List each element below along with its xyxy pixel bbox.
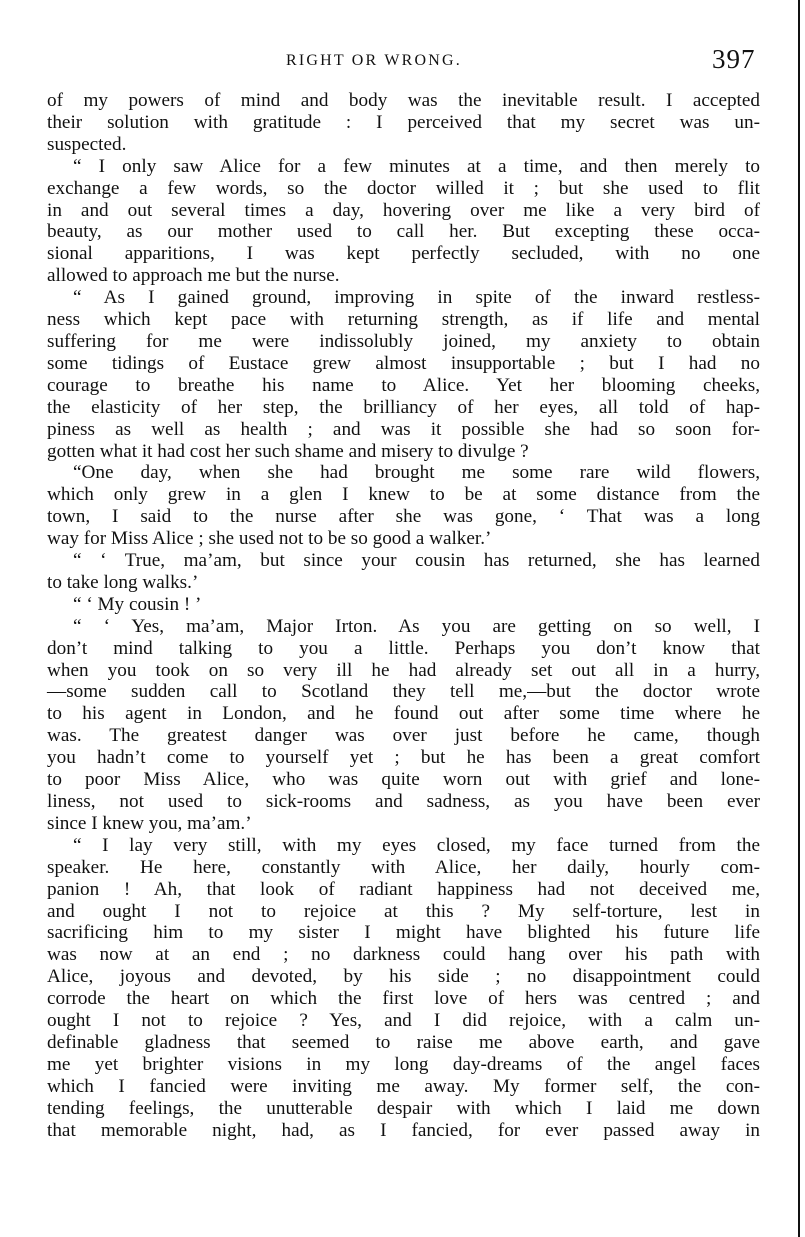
text-line: when you took on so very ill he had already set out all in a hurry, bbox=[47, 659, 760, 681]
text-line: ness which kept pace with returning strength, as if life and mental bbox=[47, 309, 760, 331]
text-line: way for Miss Alice ; she used not to be so good a walker.’ bbox=[47, 528, 492, 550]
text-line: ought I not to rejoice ? Yes, and I did rejoice, with a calm un- bbox=[47, 1010, 760, 1032]
text-line: you hadn’t come to yourself yet ; but he has been a great comfort bbox=[47, 747, 760, 769]
text-line: was. The greatest danger was over just before he came, though bbox=[47, 725, 760, 747]
text-line: of my powers of mind and body was the inevitable result. I accepted bbox=[47, 90, 760, 111]
text-line: sacrificing him to my sister I might have blighted his future life bbox=[47, 922, 760, 944]
text-line: “ ‘ My cousin ! ’ bbox=[73, 593, 202, 615]
text-line: beauty, as our mother used to call her. But excepting these occa- bbox=[47, 221, 760, 243]
text-line: in and out several times a day, hovering over me like a very bird of bbox=[47, 199, 760, 221]
text-line: to his agent in London, and he found out after some time where he bbox=[47, 703, 760, 725]
text-line: sional apparitions, I was kept perfectly secluded, with no one bbox=[47, 243, 760, 265]
text-line: the elasticity of her step, the brilliancy of her eyes, all told of hap- bbox=[47, 396, 760, 418]
text-line: to take long walks.’ bbox=[47, 571, 199, 593]
text-line: suspected. bbox=[47, 133, 127, 155]
text-line: piness as well as health ; and was it possible she had so soon for- bbox=[47, 418, 760, 440]
text-line: “ ‘ True, ma’am, but since your cousin has returned, she has learned bbox=[73, 550, 760, 572]
text-line: panion ! Ah, that look of radiant happiness had not deceived me, bbox=[47, 878, 760, 900]
text-line: tending feelings, the unutterable despair with which I laid me down bbox=[47, 1097, 760, 1119]
text-line: corrode the heart on which the first love of hers was centred ; and bbox=[47, 988, 760, 1010]
text-line: “ I only saw Alice for a few minutes at a time, and then merely to bbox=[73, 155, 760, 177]
text-line: me yet brighter visions in my long day-dreams of the angel faces bbox=[47, 1053, 760, 1075]
page-edge-rule bbox=[798, 0, 800, 1237]
text-line: liness, not used to sick-rooms and sadness, as you have been ever bbox=[47, 791, 760, 812]
text-line: definable gladness that seemed to raise me above earth, and gave bbox=[47, 1031, 760, 1053]
text-line: town, I said to the nurse after she was gone, ‘ That was a long bbox=[47, 506, 760, 528]
text-line: allowed to approach me but the nurse. bbox=[47, 265, 340, 287]
text-line: courage to breathe his name to Alice. Yet her blooming cheeks, bbox=[47, 374, 760, 396]
text-line: which only grew in a glen I knew to be at some distance from the bbox=[47, 484, 760, 506]
page-number: 397 bbox=[712, 44, 756, 74]
text-line: don’t mind talking to you a little. Perhaps you don’t know that bbox=[47, 637, 760, 659]
text-line: exchange a few words, so the doctor willed it ; but she used to flit bbox=[47, 177, 760, 199]
text-line: to poor Miss Alice, who was quite worn out with grief and lone- bbox=[47, 769, 760, 791]
text-line: was now at an end ; no darkness could hang over his path with bbox=[47, 944, 760, 966]
running-head: RIGHT OR WRONG. bbox=[286, 52, 462, 69]
text-line: speaker. He here, constantly with Alice, her daily, hourly com- bbox=[47, 856, 760, 878]
text-line: suffering for me were indissolubly joined, my anxiety to obtain bbox=[47, 330, 760, 352]
text-line: “ As I gained ground, improving in spite of the inward restless- bbox=[73, 287, 760, 309]
text-line: and ought I not to rejoice at this ? My self-torture, lest in bbox=[47, 900, 760, 922]
text-line: Alice, joyous and devoted, by his side ; no disappointment could bbox=[47, 966, 760, 988]
text-line: which I fancied were inviting me away. My former self, the con- bbox=[47, 1075, 760, 1097]
text-line: “ ‘ Yes, ma’am, Major Irton. As you are getting on so well, I bbox=[73, 615, 760, 637]
text-line: “ I lay very still, with my eyes closed, my face turned from the bbox=[73, 834, 760, 856]
text-line: since I knew you, ma’am.’ bbox=[47, 812, 252, 834]
text-line: some tidings of Eustace grew almost insupportable ; but I had no bbox=[47, 352, 760, 374]
body-text bbox=[47, 90, 760, 1142]
text-line: —some sudden call to Scotland they tell me,—but the doctor wrote bbox=[47, 681, 760, 703]
text-line: gotten what it had cost her such shame and misery to divulge ? bbox=[47, 440, 529, 462]
text-line: “One day, when she had brought me some rare wild flowers, bbox=[73, 462, 760, 484]
text-line: that memorable night, had, as I fancied, for ever passed away in bbox=[47, 1119, 760, 1141]
page-header bbox=[0, 44, 805, 84]
text-line: their solution with gratitude : I perceived that my secret was un- bbox=[47, 111, 760, 133]
